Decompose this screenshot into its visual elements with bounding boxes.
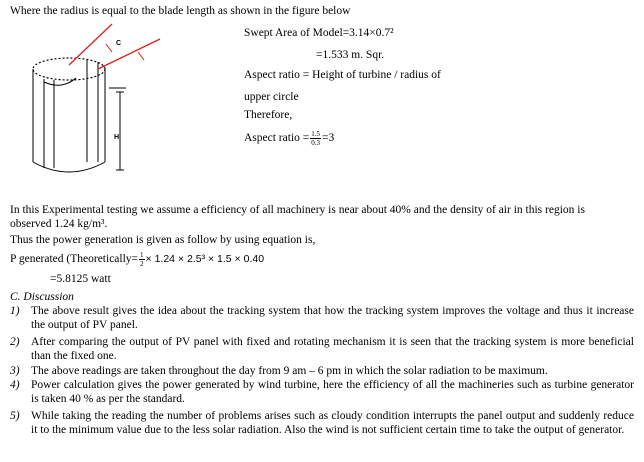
aspect-label: Aspect ratio = [244,132,310,144]
aspect-den: 0.3 [311,138,320,147]
discussion-item [10,335,634,363]
item-number: 4) [10,379,20,391]
para1-line1: In this Experimental testing we assume a efficiency of all machinery is near about 40% and the density of air in this region is [10,204,585,216]
item-number: 2) [10,336,20,348]
item-text: While taking the reading the number of problems arises such as cloudy condition interrupts the panel output and suddenly reduce it to the minimum value due to the less solar radiation. Also the wind is not sufficient certain time to take the output of generator. [31,410,634,436]
turbine-figure [14,22,164,180]
aspect-fraction [310,130,321,147]
discussion-item [10,409,634,437]
aspect-ratio-equation [244,128,334,148]
discussion-item [10,378,634,406]
para2: Thus the power generation is given as follow by using equation is, [10,234,316,246]
item-text: Power calculation gives the power generated by wind turbine, here the efficiency of all the machineries such as turbine generator is taken 40 % as per the standard. [31,379,634,405]
power-result: =5.8125 watt [50,273,111,285]
therefore-text: Therefore, [244,109,293,121]
power-frac-num: 1 [140,250,144,259]
para1-line2: observed 1.24 kg/m³. [10,218,108,230]
power-formula: × 1.24 × 2.5³ × 1.5 × 0.40 [145,253,265,265]
power-equation [10,249,264,269]
swept-area: Swept Area of Model=3.14×0.7² [244,27,394,39]
item-number: 1) [10,305,20,317]
power-frac-den: 2 [140,259,144,268]
red-line-mid [98,39,160,69]
power-fraction [139,251,145,268]
red-line-top [69,24,112,65]
item-number: 3) [10,365,20,377]
label-c: C [116,40,122,47]
power-label: P generated (Theoretically= [10,253,139,265]
aspect-result: =3 [322,132,335,144]
aspect-definition: Aspect ratio = Height of turbine / radius of [244,69,441,81]
item-number: 5) [10,410,20,422]
aspect-definition-cont: upper circle [244,91,299,103]
item-text: The above result gives the idea about the tracking system that how the tracking system improves the voltage and thus it increase the output of PV panel. [31,305,634,331]
label-h: H [114,134,120,141]
top-ellipse [33,58,105,80]
item-text: After comparing the output of PV panel with fixed and rotating mechanism it is seen that the tracking system is more beneficial than the fixed one. [31,336,634,362]
swept-result: =1.533 m. Sqr. [316,49,385,61]
aspect-num: 1.5 [311,129,320,138]
discussion-item [10,364,634,378]
discussion-item [10,304,634,332]
intro-text: Where the radius is equal to the blade length as shown in the figure below [10,5,351,17]
discussion-heading: C. Discussion [10,291,74,303]
item-text: The above readings are taken throughout the day from 9 am – 6 pm in which the solar radiation to be maximum. [31,365,548,377]
